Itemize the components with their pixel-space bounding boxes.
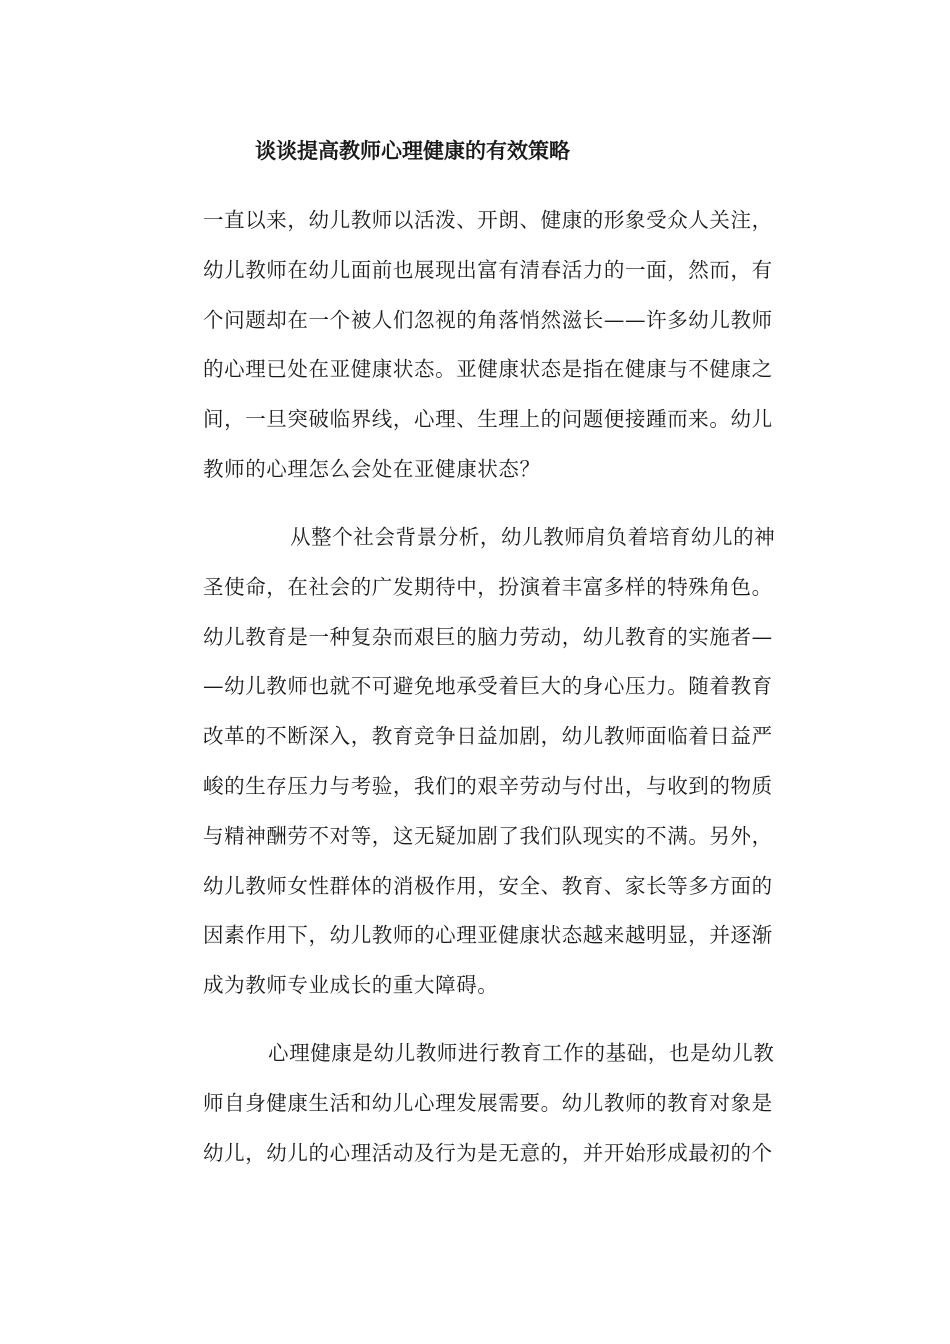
paragraph-3-line-1: 心理健康是幼儿教师进行教育工作的基础，也是幼儿教 bbox=[268, 1041, 775, 1065]
paragraph-3-line-2: 师自身健康生活和幼儿心理发展需要。幼儿教师的教育对象是 bbox=[203, 1091, 773, 1115]
paragraph-1-line-2: 幼儿教师在幼儿面前也展现出富有清春活力的一面，然而，有 bbox=[203, 258, 773, 282]
paragraph-1-line-6: 教师的心理怎么会处在亚健康状态？ bbox=[203, 457, 541, 481]
paragraph-2-line-6: 峻的生存压力与考验，我们的艰辛劳动与付出，与收到的物质 bbox=[203, 774, 773, 798]
paragraph-1-line-3: 个问题却在一个被人们忽视的角落悄然滋长——许多幼儿教师 bbox=[203, 308, 773, 332]
paragraph-2-line-1: 从整个社会背景分析，幼儿教师肩负着培育幼儿的神 bbox=[290, 525, 776, 549]
paragraph-2-line-2: 圣使命，在社会的广发期待中，扮演着丰富多样的特殊角色。 bbox=[203, 575, 773, 599]
paragraph-2-line-5: 改革的不断深入，教育竞争日益加剧，幼儿教师面临着日益严 bbox=[203, 724, 773, 748]
paragraph-1-line-4: 的心理已处在亚健康状态。亚健康状态是指在健康与不健康之 bbox=[203, 357, 773, 381]
paragraph-2-line-4: —幼儿教师也就不可避免地承受着巨大的身心压力。随着教育 bbox=[203, 674, 773, 698]
document-title: 谈谈提高教师心理健康的有效策略 bbox=[255, 138, 570, 163]
paragraph-2-line-9: 因素作用下，幼儿教师的心理亚健康状态越来越明显，并逐渐 bbox=[203, 923, 773, 947]
paragraph-3-line-3: 幼儿，幼儿的心理活动及行为是无意的，并开始形成最初的个 bbox=[203, 1141, 773, 1165]
paragraph-2-line-8: 幼儿教师女性群体的消极作用，安全、教育、家长等多方面的 bbox=[203, 874, 773, 898]
paragraph-2-line-3: 幼儿教育是一种复杂而艰巨的脑力劳动，幼儿教育的实施者— bbox=[203, 625, 773, 649]
paragraph-2-line-7: 与精神酬劳不对等，这无疑加剧了我们队现实的不满。另外， bbox=[203, 824, 773, 848]
paragraph-2-line-10: 成为教师专业成长的重大障碍。 bbox=[203, 973, 499, 997]
paragraph-1-line-5: 间，一旦突破临界线，心理、生理上的问题便接踵而来。幼儿 bbox=[203, 407, 773, 431]
paragraph-1-line-1: 一直以来，幼儿教师以活泼、开朗、健康的形象受众人关注， bbox=[203, 208, 773, 232]
